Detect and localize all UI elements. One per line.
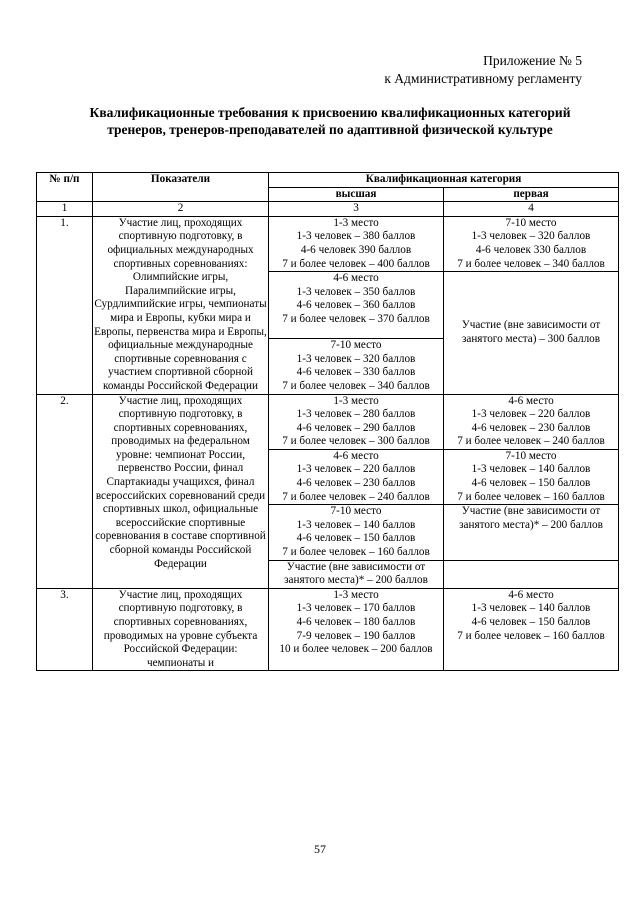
category-line: 7 и более человек – 300 баллов bbox=[282, 435, 430, 448]
category-line: 4-6 человек – 360 баллов bbox=[296, 299, 416, 312]
qualification-table bbox=[36, 172, 619, 671]
category-line: 4-6 место bbox=[333, 449, 379, 462]
category-line: 4-6 человек 390 баллов bbox=[300, 243, 412, 256]
category-line: Участие (вне зависимости от занятого места)* – 200 баллов bbox=[284, 560, 428, 587]
category-line: 7-10 место bbox=[505, 216, 557, 229]
category-line: 1-3 место bbox=[333, 394, 379, 407]
category-line: 10 и более человек – 200 баллов bbox=[279, 643, 433, 656]
table-body bbox=[37, 216, 619, 671]
first-category-cell bbox=[444, 216, 619, 271]
category-line: 7 и более человек – 340 баллов bbox=[282, 379, 430, 392]
category-line: 1-3 человек – 140 баллов bbox=[471, 602, 591, 615]
appendix-header bbox=[384, 52, 582, 88]
page-number: 57 bbox=[314, 842, 326, 856]
header-first: первая bbox=[444, 187, 619, 202]
category-line: Участие (вне зависимости от занятого места) – 300 баллов bbox=[461, 319, 601, 345]
category-line: 4-6 человек – 150 баллов bbox=[296, 532, 416, 545]
category-line: 1-3 человек – 380 баллов bbox=[296, 230, 416, 243]
highest-category-cell bbox=[269, 588, 444, 671]
category-line: 1-3 человек – 140 баллов bbox=[296, 518, 416, 531]
row-indicator: Участие лиц, проходящих спортивную подготовку, в официальных международных спортивных соревнованиях: Олимпийские игры, Паралимпийские игры, Сурдлимпийские игры, чемпионаты мира и Европы, кубки мира и Европы, первенства мира и Европы, официальные международные спортивные соревнования с участием спортивной сборной команды Российской Федерации bbox=[93, 216, 269, 394]
highest-category-cell bbox=[269, 560, 444, 588]
category-line: 7 и более человек – 400 баллов bbox=[282, 257, 430, 270]
highest-category-cell bbox=[269, 505, 444, 560]
category-line: 4-6 человек 330 баллов bbox=[475, 243, 587, 256]
category-line: 1-3 человек – 140 баллов bbox=[471, 463, 591, 476]
row-number: 2. bbox=[37, 394, 93, 588]
highest-category-cell bbox=[269, 449, 444, 504]
category-line: 1-3 место bbox=[333, 588, 379, 601]
header-indicators: Показатели bbox=[93, 173, 269, 202]
category-line: 4-6 место bbox=[508, 394, 554, 407]
category-line: 7-10 место bbox=[330, 505, 382, 518]
row-number: 1. bbox=[37, 216, 93, 394]
category-line: 1-3 человек – 320 баллов bbox=[296, 352, 416, 365]
header-highest: высшая bbox=[269, 187, 444, 202]
table-row bbox=[37, 394, 619, 449]
first-category-cell bbox=[444, 449, 619, 504]
category-line: 7 и более человек – 240 баллов bbox=[457, 435, 605, 448]
row-indicator: Участие лиц, проходящих спортивную подготовку, в спортивных соревнованиях, проводимых на уровне субъекта Российской Федерации: чемпионаты и bbox=[93, 588, 269, 671]
table-row bbox=[37, 216, 619, 271]
numbering-4: 4 bbox=[444, 202, 619, 217]
category-line: Участие (вне зависимости от занятого места)* – 200 баллов bbox=[459, 505, 603, 531]
numbering-2: 2 bbox=[93, 202, 269, 217]
numbering-1: 1 bbox=[37, 202, 93, 217]
category-line: 4-6 человек – 180 баллов bbox=[296, 616, 416, 628]
category-line: 4-6 человек – 230 баллов bbox=[471, 421, 591, 434]
table-row bbox=[37, 588, 619, 671]
document-title: Квалификационные требования к присвоению квалификационных категорий тренеров, тренеров-преподавателей по адаптивной физической культуре bbox=[89, 105, 571, 137]
category-line: 1-3 человек – 320 баллов bbox=[471, 230, 591, 243]
category-line: 1-3 человек – 350 баллов bbox=[296, 285, 416, 298]
first-category-cell bbox=[444, 272, 619, 394]
first-category-cell bbox=[444, 505, 619, 560]
category-line: 7 и более человек – 160 баллов bbox=[282, 546, 430, 559]
category-line: 1-3 человек – 280 баллов bbox=[296, 408, 416, 421]
highest-category-cell bbox=[269, 394, 444, 449]
category-line: 7 и более человек – 160 баллов bbox=[457, 629, 605, 642]
first-category-cell bbox=[444, 588, 619, 671]
header-num: № п/п bbox=[37, 173, 93, 202]
category-line: 7 и более человек – 240 баллов bbox=[282, 490, 430, 503]
highest-category-cell bbox=[269, 339, 444, 394]
numbering-3: 3 bbox=[269, 202, 444, 217]
category-line: 1-3 место bbox=[333, 216, 379, 229]
category-line: 1-3 человек – 220 баллов bbox=[296, 463, 416, 476]
category-line: 4-6 место bbox=[333, 272, 379, 285]
highest-category-cell bbox=[269, 216, 444, 271]
highest-category-cell bbox=[269, 272, 444, 339]
category-line: 4-6 человек – 230 баллов bbox=[296, 477, 416, 490]
category-line: 4-6 человек – 330 баллов bbox=[296, 366, 416, 379]
category-line: 4-6 место bbox=[508, 588, 554, 601]
category-line: 4-6 человек – 150 баллов bbox=[471, 477, 591, 490]
first-category-cell bbox=[444, 560, 619, 588]
category-line: 7-9 человек – 190 баллов bbox=[296, 629, 416, 642]
first-category-cell bbox=[444, 394, 619, 449]
category-line: 7 и более человек – 340 баллов bbox=[457, 257, 605, 270]
category-line: 7-10 место bbox=[330, 339, 382, 352]
category-line: 7-10 место bbox=[505, 449, 557, 462]
category-line: 4-6 человек – 150 баллов bbox=[471, 616, 591, 628]
row-indicator: Участие лиц, проходящих спортивную подготовку, в спортивных соревнованиях, проводимых на федеральном уровне: чемпионат России, первенство России, финал Спартакиады учащихся, финал всероссийских соревнований среди спортивных школ, официальные всероссийские спортивные соревнования в составе спортивной сборной команды Российской Федерации bbox=[93, 394, 269, 588]
category-line: 4-6 человек – 290 баллов bbox=[296, 421, 416, 434]
category-line: 1-3 человек – 220 баллов bbox=[471, 408, 591, 421]
category-line: 1-3 человек – 170 баллов bbox=[296, 602, 416, 615]
appendix-line-2: к Административному регламенту bbox=[384, 71, 582, 86]
category-line: 7 и более человек – 160 баллов bbox=[457, 490, 605, 503]
row-number: 3. bbox=[37, 588, 93, 671]
appendix-line-1: Приложение № 5 bbox=[483, 53, 582, 68]
category-line: 7 и более человек – 370 баллов bbox=[282, 312, 430, 325]
header-category: Квалификационная категория bbox=[269, 173, 619, 188]
